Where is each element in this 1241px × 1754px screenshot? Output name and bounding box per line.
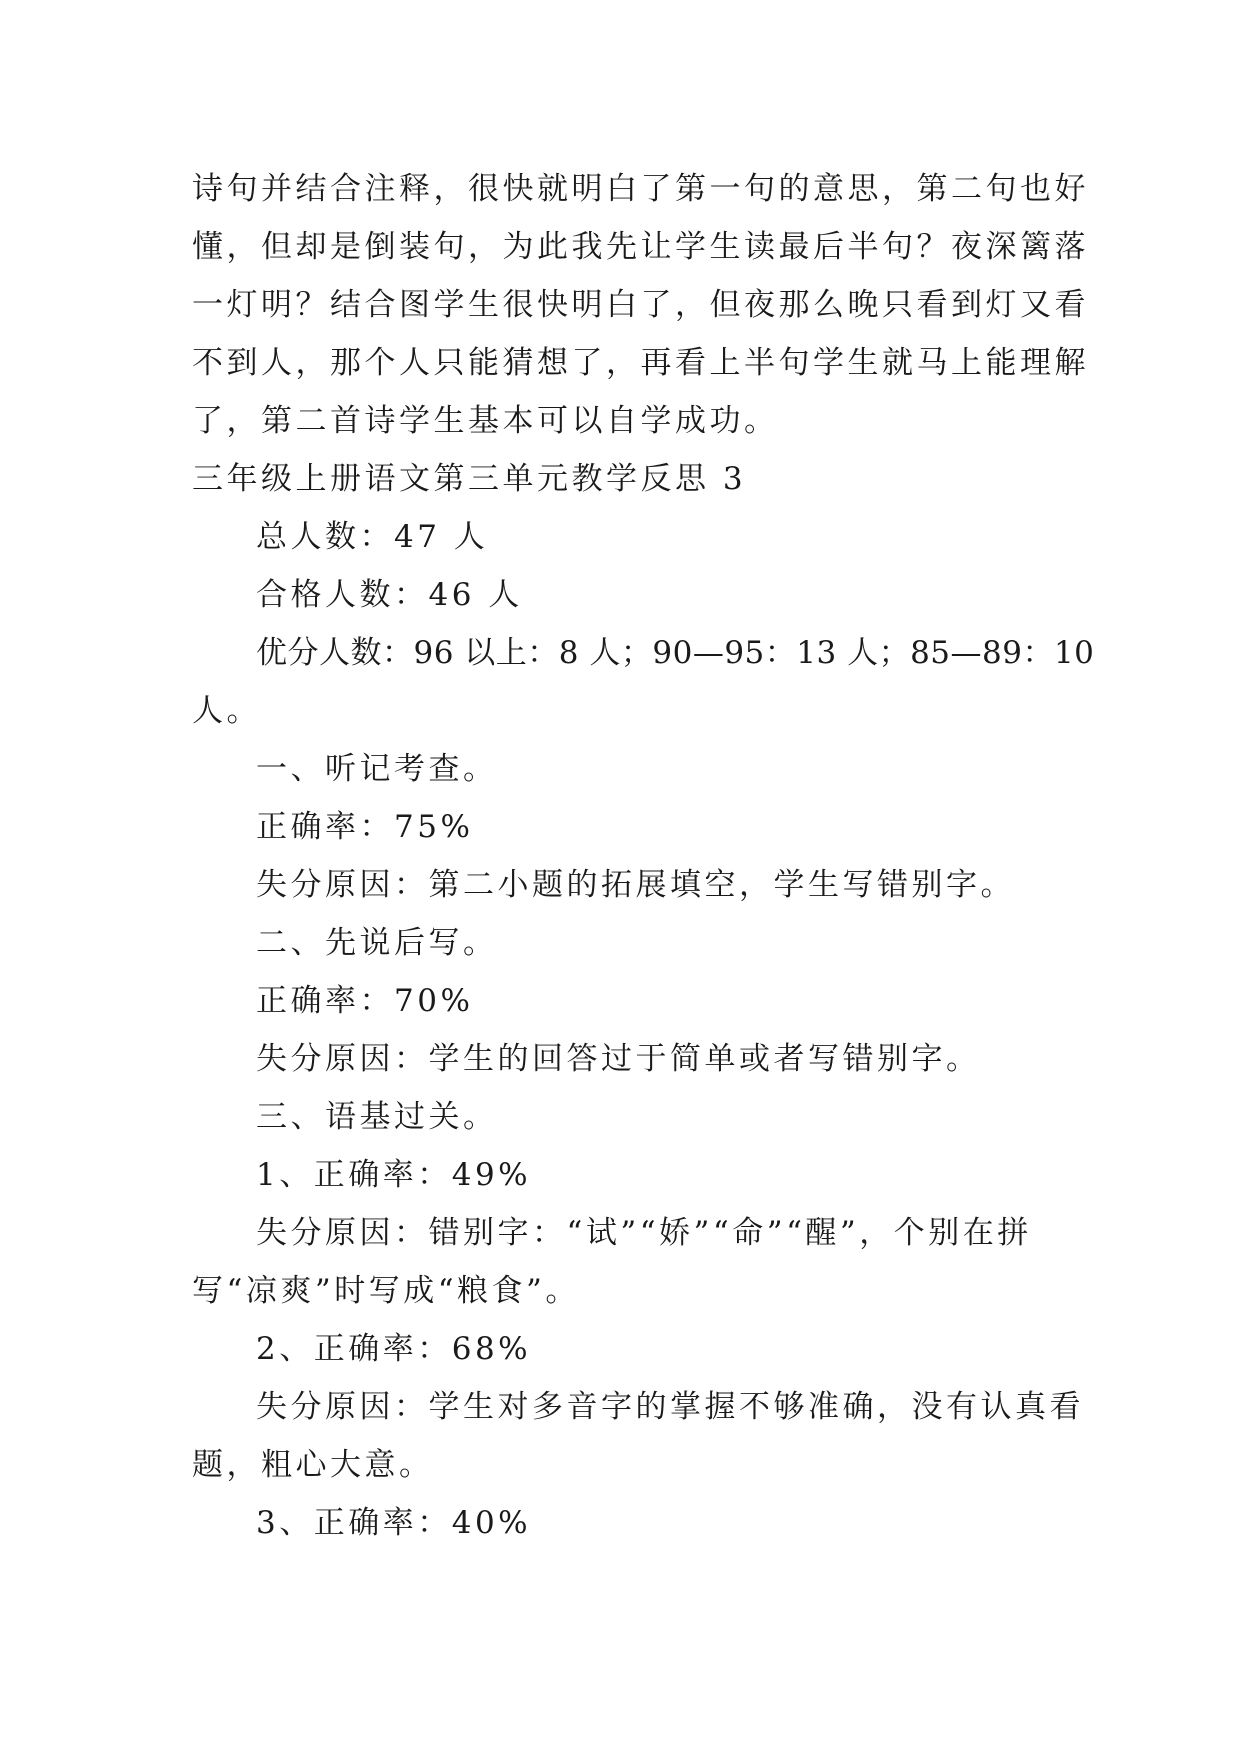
loss-reason: 失分原因：学生对多音字的掌握不够准确，没有认真看 (256, 1389, 1084, 1425)
document-body (192, 160, 1095, 1552)
loss-reason: 失分原因：错别字：“试”“娇”“命”“醒”，个别在拼 (256, 1215, 1032, 1251)
paragraph-line: 了，第二首诗学生基本可以自学成功。 (192, 403, 779, 439)
loss-reason-continued: 写“凉爽”时写成“粮食”。 (192, 1273, 580, 1309)
accuracy-rate: 1、正确率：49% (256, 1157, 532, 1193)
accuracy-rate: 2、正确率：68% (256, 1331, 532, 1367)
accuracy-rate: 3、正确率：40% (256, 1505, 532, 1541)
section-heading-1: 一、听记考查。 (256, 751, 498, 787)
loss-reason: 失分原因：第二小题的拓展填空，学生写错别字。 (256, 867, 1015, 903)
paragraph-line: 不到人，那个人只能猜想了，再看上半句学生就马上能理解 (192, 345, 1089, 381)
section-heading-2: 二、先说后写。 (256, 925, 498, 961)
excellent-count-continued: 人。 (192, 693, 261, 729)
accuracy-rate: 正确率：75% (256, 809, 474, 845)
accuracy-rate: 正确率：70% (256, 983, 474, 1019)
paragraph-line: 一灯明？结合图学生很快明白了，但夜那么晚只看到灯又看 (192, 287, 1089, 323)
paragraph-line: 懂，但却是倒装句，为此我先让学生读最后半句？夜深篱落 (192, 229, 1089, 265)
excellent-count: 优分人数：96 以上：8 人；90—95：13 人；85—89：10 (256, 635, 1095, 671)
paragraph-line: 诗句并结合注释，很快就明白了第一句的意思，第二句也好 (192, 171, 1089, 207)
section-heading-3: 三、语基过关。 (256, 1099, 498, 1135)
section-title: 三年级上册语文第三单元教学反思 3 (192, 461, 747, 497)
pass-count: 合格人数：46 人 (256, 577, 523, 613)
loss-reason-continued: 题，粗心大意。 (192, 1447, 434, 1483)
total-count: 总人数：47 人 (256, 519, 489, 555)
loss-reason: 失分原因：学生的回答过于简单或者写错别字。 (256, 1041, 981, 1077)
